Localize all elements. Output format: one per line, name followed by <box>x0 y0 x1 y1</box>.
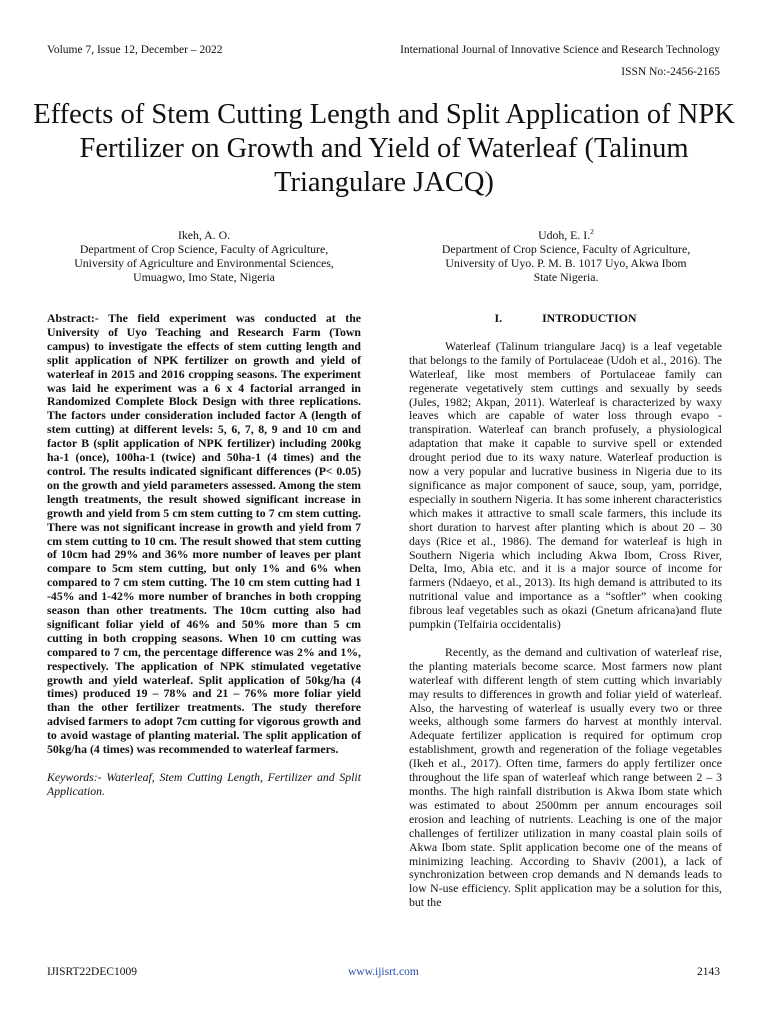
right-column <box>409 312 722 910</box>
section-title: INTRODUCTION <box>542 311 637 325</box>
author-name: Udoh, E. I.$^2$ <box>538 227 594 242</box>
author-affiliation-line: University of Agriculture and Environmental Sciences, <box>74 256 334 270</box>
author-name: Ikeh, A. O. <box>177 228 231 242</box>
footer-website-link[interactable]: www.ijisrt.com <box>348 966 419 978</box>
author-affiliation-line: University of Uyo. P. M. B. 1017 Uyo, Akwa Ibom <box>445 256 687 270</box>
abstract <box>47 312 361 757</box>
section-number: I. <box>494 311 503 325</box>
abstract-label: Abstract:- <box>47 311 99 325</box>
author-affiliation-line: Department of Crop Science, Faculty of Agriculture, <box>79 242 329 256</box>
author-affiliation-line: Umuagwo, Imo State, Nigeria <box>133 270 275 284</box>
intro-paragraph-1: Waterleaf (Talinum triangulare Jacq) is a leaf vegetable that belongs to the family of Portulaceae (Udoh et al., 2016). The Waterleaf, like most members of Portulaceae family can regenerate vegetatively stem cuttings and sexually by seeds (Jules, 1982; Akpan, 2011). Waterleaf is characterized by waxy leaves which are capable of water loss through evapo -transpiration. Waterleaf can branch profusely, a physiological adaptation that make it capable to survive spell or extended drought period due to its waxy nature. Waterleaf production is now a very popular and lucrative business in Nigeria due to its significance as major component of sauce, soup, yam, porridge, especially in southern Nigeria. It has some inherent characteristics which makes it attractive to small scale farmers, this include its short duration to harvest after planting which is about 20 – 30 days (Rice et al., 1986). The demand for waterleaf is high in Southern Nigeria which including Akwa Ibom, Cross River, Delta, Imo, Abia etc. and it is a major source of income for farmers (Ndaeyo, et al., 2013). Its high demand is attributed to its nutritional value and importance as a “softler” when cooking fibrous leaf vegetables such as okazi (Gnetum africana)and flute pumpkin (Telfairia occidentalis) <box>409 338 722 632</box>
footer-page-number: 2143 <box>697 966 720 978</box>
intro-paragraph-2: Recently, as the demand and cultivation of waterleaf rise, the planting materials become scarce. Most farmers now plant waterleaf with different length of stem cutting which invariably may results to differences in growth and foliar yield of waterleaf. Also, the harvesting of waterleaf is usually every two or three weeks, although some farmers do harvest at monthly interval. Adequate fertilizer application is required for optimum crop establishment, growth and regeneration of the foliage vegetables (Ikeh et al., 2017). Often time, farmers do apply fertilizer once throughout the life span of waterleaf which range between 2 – 3 months. The high rainfall distribution is Akwa Ibom state which was estimated to about 2500mm per annum encourages soil erosion and leaching of nutrients. Leaching is one of the major challenges of fertilizer utilization in many coastal plain soils of Akwa Ibom state. Split application become one of the means of minimizing leaching. According to Shaviv (2001), a lack of synchronization between crop demands and N demands leads to low N-use efficiency. Split application may be a solution for this, but the <box>409 644 722 910</box>
section-heading <box>409 312 722 326</box>
journal-name: International Journal of Innovative Science and Research Technology <box>400 44 720 56</box>
author-affiliation-line: Department of Crop Science, Faculty of Agriculture, <box>441 242 691 256</box>
paper-title: Effects of Stem Cutting Length and Split Application of NPK Fertilizer on Growth and Yield of Waterleaf (Talinum Triangulare JACQ) <box>33 99 735 198</box>
author-block-2 <box>410 228 722 284</box>
abstract-text: The field experiment was conducted at the University of Uyo Teaching and Research Farm (Town campus) to investigate the effects of stem cutting length and split application of NPK fertilizer on growth and yield of waterleaf in 2015 and 2016 cropping seasons. The experiment was laid he experiment was a 6 x 4 factorial arranged in Randomized Complete Block Design with three replications. The factors under consideration included factor A (length of stem cutting) at different levels: 5, 6, 7, 8, 9 and 10 cm and factor B (split application of NPK fertilizer) including 200kg ha-1 (once), 100ha-1 (twice) and 50ha-1 (4 times) and the control. The results indicated significant differences (P< 0.05) on the growth and yield parameters assessed. Among the stem length treatments, the result showed significant increase in growth and yield from 5 cm stem cutting to 7 cm stem cutting. There was not significant increase in growth and yield from 7 cm stem cutting to 10 cm. The result showed that stem cutting of 10cm had 29% and 36% more number of leaves per plant compare to 5cm stem cutting, but only 1% and 6% when compared to 7 cm stem cutting. The 10 cm stem cutting had 1 -45% and 1-42% more number of branches in both cropping season than other treatments. The 10cm cutting also had significant foliar yield of 46% and 50% more than 5 cm cutting in both cropping seasons. When 10 cm cutting was compared to 7 cm, the percentage difference was 2% and 1%, respectively. The application of NPK stimulated vegetative growth and yield waterleaf. Split application of 50kg/ha (4 times) produced 19 – 78% and 21 – 76% more foliar yield than the other fertilizer treatments. The study therefore advised farmers to adopt 7cm cutting for vigorous growth and to avoid wastage of planting material. The split application of 50kg/ha (4 times) was recommended to waterleaf farmers. <box>47 311 361 757</box>
footer-paper-code: IJISRT22DEC1009 <box>47 966 138 978</box>
journal-volume: Volume 7, Issue 12, December – 2022 <box>47 44 223 56</box>
keywords <box>47 771 361 799</box>
left-column <box>47 312 361 799</box>
author-affiliation-line: State Nigeria. <box>533 270 599 284</box>
author-block-1 <box>50 228 358 284</box>
keywords-text: :- Waterleaf, Stem Cutting Length, Fertilizer and Split Application. <box>47 770 361 798</box>
journal-issn: ISSN No:-2456-2165 <box>621 66 720 78</box>
keywords-label: Keywords <box>47 770 94 784</box>
